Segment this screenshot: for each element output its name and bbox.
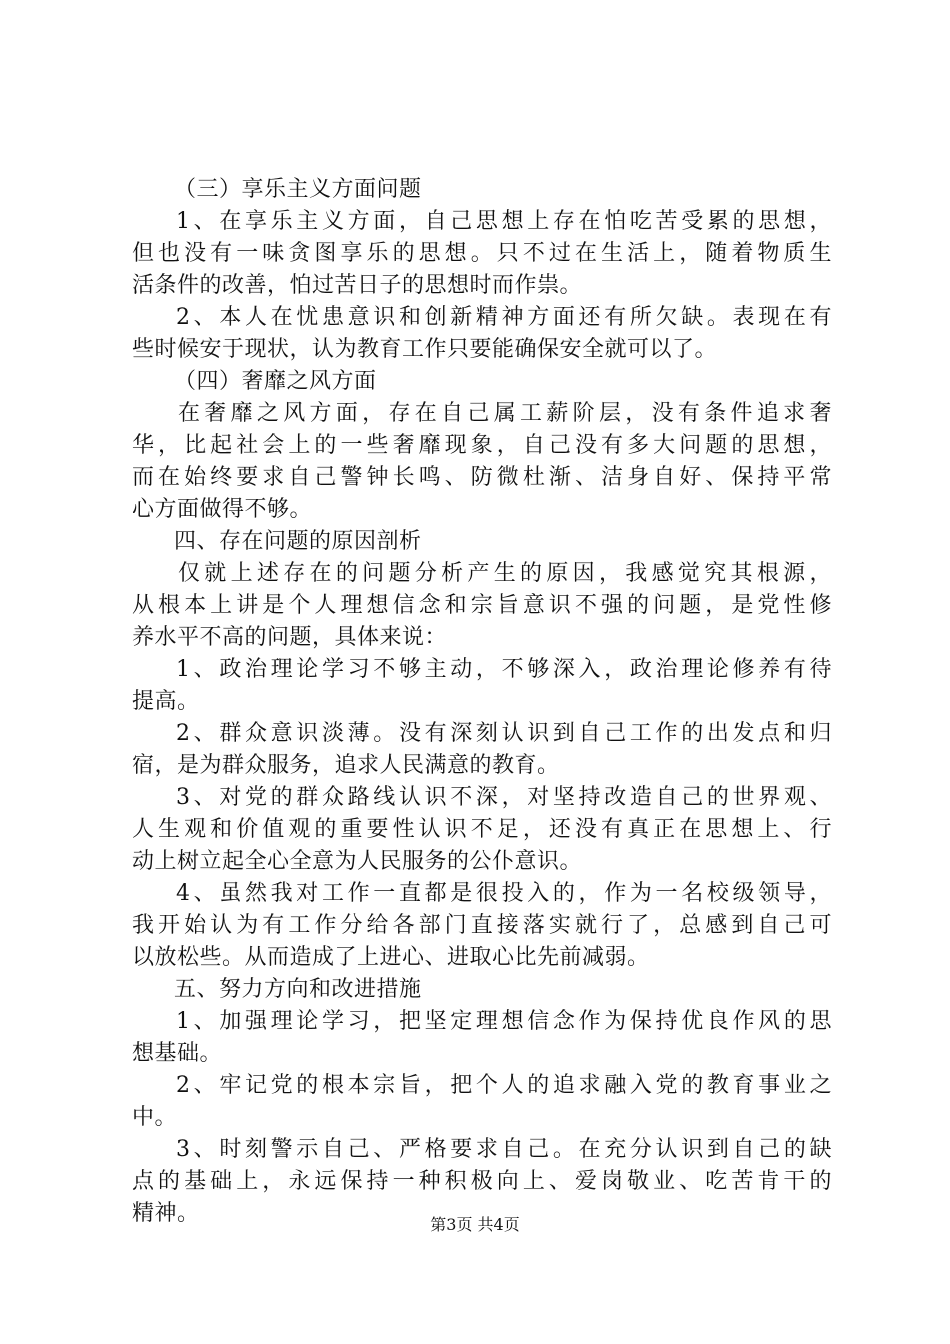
section-heading: （四）奢靡之风方面: [174, 369, 377, 394]
paragraph-line: 2、本人在忧患意识和创新精神方面还有所欠缺。表现在有: [176, 305, 832, 330]
paragraph-line: 从根本上讲是个人理想信念和宗旨意识不强的问题，是党性修: [132, 593, 832, 618]
paragraph-line: 2、牢记党的根本宗旨，把个人的追求融入党的教育事业之: [176, 1073, 832, 1098]
paragraph-line: 人生观和价值观的重要性认识不足，还没有真正在思想上、行: [132, 817, 832, 842]
paragraph-line: 华，比起社会上的一些奢靡现象，自己没有多大问题的思想，: [132, 433, 832, 458]
paragraph-line: 养水平不高的问题，具体来说：: [132, 625, 448, 650]
paragraph-line: 而在始终要求自己警钟长鸣、防微杜渐、洁身自好、保持平常: [132, 465, 832, 490]
paragraph-line: 在奢靡之风方面，存在自己属工薪阶层，没有条件追求奢: [178, 401, 832, 426]
paragraph-line: 1、加强理论学习，把坚定理想信念作为保持优良作风的思: [176, 1009, 832, 1034]
paragraph-line: 4、虽然我对工作一直都是很投入的，作为一名校级领导，: [176, 881, 832, 906]
paragraph-line: 活条件的改善，怕过苦日子的思想时而作祟。: [132, 273, 583, 298]
paragraph-line: 仅就上述存在的问题分析产生的原因，我感觉究其根源，: [178, 561, 832, 586]
paragraph-line: 宿，是为群众服务，追求人民满意的教育。: [132, 753, 560, 778]
paragraph-line: 3、时刻警示自己、严格要求自己。在充分认识到自己的缺: [176, 1137, 832, 1162]
paragraph-line: 提高。: [132, 689, 200, 714]
paragraph-line: 1、政治理论学习不够主动，不够深入，政治理论修养有待: [176, 657, 832, 682]
paragraph-line: 2、群众意识淡薄。没有深刻认识到自己工作的出发点和归: [176, 721, 832, 746]
paragraph-line: 3、对党的群众路线认识不深，对坚持改造自己的世界观、: [176, 785, 832, 810]
page-number-footer: 第3页 共4页: [430, 1215, 520, 1234]
section-heading: 四、存在问题的原因剖析: [174, 529, 422, 554]
paragraph-line: 心方面做得不够。: [132, 497, 313, 522]
paragraph-line: 动上树立起全心全意为人民服务的公仆意识。: [132, 849, 583, 874]
paragraph-line: 点的基础上，永远保持一种积极向上、爱岗敬业、吃苦肯干的: [132, 1169, 832, 1194]
paragraph-line: 些时候安于现状，认为教育工作只要能确保安全就可以了。: [132, 337, 718, 362]
paragraph-line: 精神。: [132, 1201, 200, 1226]
section-heading: （三）享乐主义方面问题: [174, 177, 422, 202]
paragraph-line: 我开始认为有工作分给各部门直接落实就行了，总感到自己可: [132, 913, 832, 938]
section-heading: 五、努力方向和改进措施: [174, 977, 422, 1002]
paragraph-line: 想基础。: [132, 1041, 223, 1066]
paragraph-line: 但也没有一味贪图享乐的思想。只不过在生活上，随着物质生: [132, 241, 832, 266]
paragraph-line: 以放松些。从而造成了上进心、进取心比先前减弱。: [132, 945, 650, 970]
paragraph-line: 中。: [132, 1105, 178, 1130]
paragraph-line: 1、在享乐主义方面，自己思想上存在怕吃苦受累的思想，: [176, 209, 832, 234]
